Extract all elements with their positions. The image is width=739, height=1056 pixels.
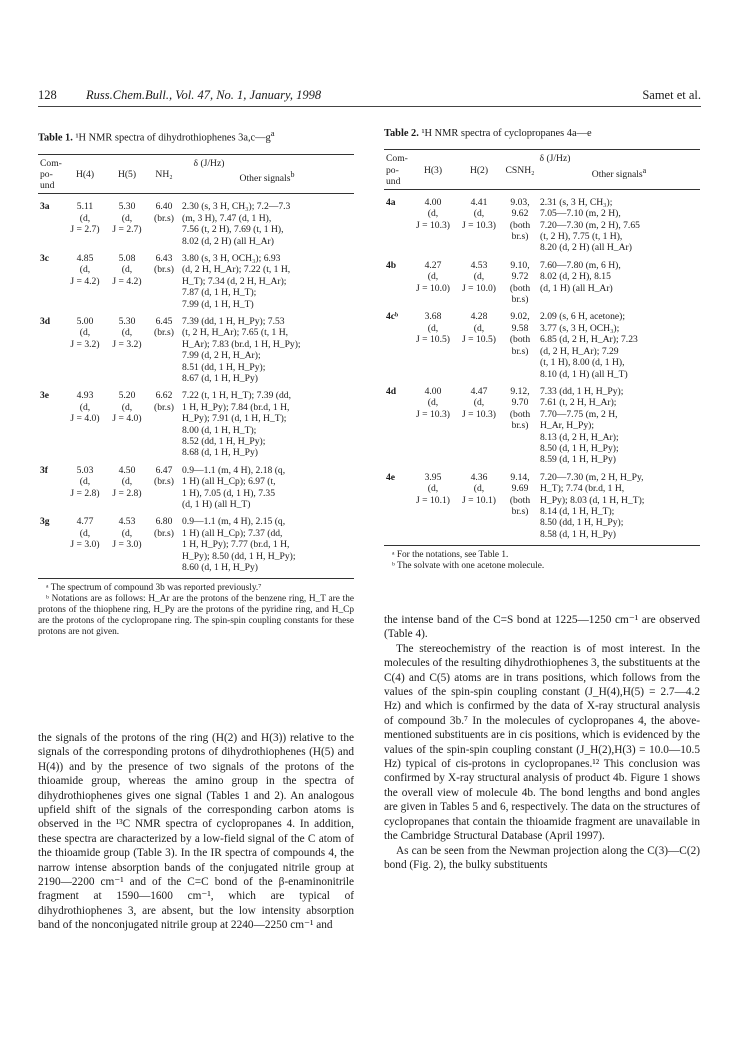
shift-h2: 4.41 (d, J = 10.3) xyxy=(462,196,496,231)
compound-id: 3d xyxy=(40,315,51,327)
shift-nh2: 6.80 (br.s) xyxy=(148,510,180,579)
body-paragraph: As can be seen from the Newman projection along the C(3)—C(2) bond (Fig. 2), the bulky substituents xyxy=(384,844,700,871)
shift-nh2: 6.45 (br.s) xyxy=(154,315,174,339)
shift-h5: 5.08 (d, J = 4.2) xyxy=(112,252,142,287)
table-row xyxy=(384,189,700,254)
shift-nh2: 6.47 (br.s) xyxy=(154,464,174,488)
body-paragraph: the intense band of the C=S bond at 1225—1250 cm⁻¹ are observed (Table 4). xyxy=(384,614,700,641)
compound-id: 4e xyxy=(384,466,410,546)
table1-head-compound: Com- xyxy=(38,154,64,169)
table-row xyxy=(384,254,700,306)
table2-head-other-sup: a xyxy=(642,165,647,175)
table1-caption-label: Table 1. xyxy=(38,132,73,144)
shift-h4: 5.00 (d, J = 3.2) xyxy=(70,315,100,350)
table2-footnote-a: ᵃ For the notations, see Table 1. xyxy=(392,550,509,561)
shift-h2: 4.53 (d, J = 10.0) xyxy=(462,259,496,294)
shift-h2: 4.28 (d, J = 10.5) xyxy=(462,311,496,346)
compound-id: 4b xyxy=(386,259,397,271)
table2-caption-label: Table 2. xyxy=(384,128,419,139)
page-number: 128 xyxy=(38,88,57,102)
shift-h5: 5.30 (d, J = 3.2) xyxy=(112,315,142,350)
table2-head-other: Other signals xyxy=(591,169,643,180)
table-row xyxy=(38,510,354,579)
shift-h5: 5.20 (d, J = 4.0) xyxy=(112,390,142,425)
table-row xyxy=(384,380,700,466)
table1-block xyxy=(38,128,354,638)
shift-h5: 5.30 (d, J = 2.7) xyxy=(112,201,142,236)
table2-head-compound: Com- xyxy=(384,150,410,165)
journal-citation: Russ.Chem.Bull., Vol. 47, No. 1, January, 1998 xyxy=(86,88,322,102)
table2-head-csnh2: CSNH₂ xyxy=(502,165,538,190)
shift-nh2: 6.62 (br.s) xyxy=(154,390,174,413)
other-signals: 7.20—7.30 (m, 2 H, H_Py, H_T); 7.74 (br.d, 1 H, H_Py); 8.03 (d, 1 H, H_T); 8.14 (d, 1 H, H_T); 8.50 (dd, 1 H, H_Py); 8.58 (d, 1 H, H_Py) xyxy=(538,466,700,546)
shift-csnh2: 9.03, 9.62 (both br.s) xyxy=(509,196,531,243)
table2-head-h3: H(3) xyxy=(410,165,456,190)
table2-caption xyxy=(384,128,700,139)
other-signals: 7.33 (dd, 1 H, H_Py); 7.61 (t, 2 H, H_Ar); 7.70—7.75 (m, 2 H, H_Ar, H_Py); 8.13 (d, 2 H, H_Ar); 8.50 (d, 1 H, H_Py); 8.59 (d, 1 H, H_Py) xyxy=(540,385,624,466)
table1-caption xyxy=(38,128,354,144)
table-row xyxy=(38,310,354,384)
shift-csnh2: 9.02, 9.58 (both br.s) xyxy=(509,311,531,357)
table2 xyxy=(384,149,700,546)
table-row xyxy=(384,305,700,379)
shift-h2: 4.36 (d, J = 10.1) xyxy=(456,466,502,546)
shift-h5: 4.50 (d, J = 2.8) xyxy=(112,464,142,499)
table2-head-compound-bot: und xyxy=(386,175,401,187)
table1-footnote-b: ᵇ Notations are as follows: H_Ar are the protons of the benzene ring, H_T are the protons of the thiophene ring, H_Py are the protons of the pyridine ring, and H_Cp are the protons of the cyclopropane ring. The spin-spin coupling constants for these protons are not given. xyxy=(38,594,354,638)
table-row xyxy=(38,384,354,458)
page-header xyxy=(38,88,701,107)
compound-id: 3g xyxy=(38,510,64,579)
shift-csnh2: 9.10, 9.72 (both br.s) xyxy=(509,259,531,306)
table1-head-nh2: NH₂ xyxy=(148,169,180,194)
table1-caption-sup: a xyxy=(270,128,275,138)
compound-id: 4d xyxy=(386,385,397,397)
shift-h4: 5.03 (d, J = 2.8) xyxy=(70,464,100,499)
other-signals: 3.80 (s, 3 H, OCH₃); 6.93 (d, 2 H, H_Ar); 7.22 (t, 1 H, H_T); 7.34 (d, 2 H, H_Ar); 7.87 (d, 1 H, H_T); 7.99 (d, 1 H, H_T) xyxy=(182,252,291,310)
table2-head-delta: δ (J/Hz) xyxy=(410,150,700,165)
shift-h4: 4.85 (d, J = 4.2) xyxy=(70,252,100,287)
other-signals: 0.9—1.1 (m, 4 H), 2.18 (q, 1 H) (all H_Cp); 6.97 (t, 1 H), 7.05 (d, 1 H), 7.35 (d, 1 H) (all H_T) xyxy=(182,464,286,511)
compound-id: 3a xyxy=(40,201,50,213)
compound-id: 3e xyxy=(40,390,50,402)
table2-caption-text: ¹H NMR spectra of cyclopropanes 4a—e xyxy=(418,128,592,139)
body-paragraph: The stereochemistry of the reaction is of most interest. In the molecules of the resulting dihydrothiophenes 3, the substituents at the C(4) and C(5) atoms are in trans positions, which follows from the values of the spin-spin coupling constant (J_H(4),H(5) = 2.7—4.2 Hz) and which is confirmed by the data of X-ray structural analysis of compound 3b.⁷ In the molecules of cyclopropanes 4, the above-mentioned substituents are in cis positions, which is evidenced by the values of the spin-spin coupling constant (J_H(2),H(3) = 10.0—10.5 Hz) typical of cis-protons in cyclopropanes.¹² This conclusion was confirmed by X-ray structural analysis of product 4b. Figure 1 shows the overall view of molecule 4b. The bond lengths and bond angles are given in Tables 5 and 6, respectively. The data on the structures of cyclopropanes that contain the thioamide fragment are unavailable in the Cambridge Structural Database (April 1997). xyxy=(384,642,700,843)
table1-footnotes xyxy=(38,583,354,638)
table1-caption-text: ¹H NMR spectra of dihydrothiophenes 3a,c—g xyxy=(72,132,271,144)
table2-footnotes xyxy=(384,550,700,572)
table-row xyxy=(38,247,354,310)
shift-h3: 3.95 (d, J = 10.1) xyxy=(410,466,456,546)
table2-head-compound-mid: po- xyxy=(386,164,399,176)
compound-id: 4cᵇ xyxy=(386,311,399,323)
table1-head-compound-mid: po- xyxy=(40,169,53,181)
shift-nh2: 6.40 (br.s) xyxy=(154,201,174,224)
right-body-text xyxy=(384,613,700,872)
other-signals: 2.09 (s, 6 H, acetone); 3.77 (s, 3 H, OCH₃); 6.85 (d, 2 H, H_Ar); 7.23 (d, 2 H, H_Ar); 7.29 (t, 1 H), 8.00 (d, 1 H), 8.10 (d, 1 H) (all H_T) xyxy=(540,311,638,380)
table-row xyxy=(38,194,354,247)
shift-h4: 4.77 (d, J = 3.0) xyxy=(64,510,106,579)
shift-csnh2: 9.12, 9.70 (both br.s) xyxy=(509,385,531,432)
left-body-text xyxy=(38,731,354,933)
body-paragraph: the signals of the protons of the ring (H(2) and H(3)) relative to the signals of the corresponding protons of dihydrothiophenes (H(5) and H(4)) and by the presence of two signals of the protons of the thioamide group, whereas the amino group in the spectra of dihydrothiophenes gives one signal (Tables 1 and 2). An analogous upfield shift of the signals of the corresponding carbon atoms is observed in the ¹³C NMR spectra of cyclopropanes 4. In addition, these spectra are characterized by a low-field signal of the C atom of the thioamide group (Table 3). In the IR spectra of compounds 4, the narrow intense absorption bands of the conjugated nitrile group at 2190—2200 cm⁻¹ and of the C=C bond of the β-enaminonitrile fragment at 1590—1600 cm⁻¹, which are typical of dihydrothiophenes 3, are absent, but the low intensity absorption band of the nonconjugated nitrile group at 2240—2250 cm⁻¹ and xyxy=(38,732,354,932)
other-signals: 7.39 (dd, 1 H, H_Py); 7.53 (t, 2 H, H_Ar); 7.65 (t, 1 H, H_Ar); 7.83 (br.d, 1 H, H_Py); 7.99 (d, 2 H, H_Ar); 8.51 (dd, 1 H, H_Py); 8.67 (d, 1 H, H_Py) xyxy=(182,315,301,384)
compound-id: 3c xyxy=(40,252,50,264)
table-row xyxy=(384,466,700,546)
table1-footnote-a: ᵃ The spectrum of compound 3b was reported previously.⁷ xyxy=(46,583,262,594)
table2-head-h2: H(2) xyxy=(456,165,502,190)
compound-id: 4a xyxy=(386,196,396,208)
compound-id: 3f xyxy=(40,464,48,476)
shift-csnh2: 9.14, 9.69 (both br.s) xyxy=(502,466,538,546)
shift-h3: 4.00 (d, J = 10.3) xyxy=(416,196,450,231)
table1-head-compound-bot: und xyxy=(40,180,55,192)
other-signals: 2.31 (s, 3 H, CH₃); 7.05—7.10 (m, 2 H), 7.20—7.30 (m, 2 H), 7.65 (t, 2 H), 7.75 (t, 1 H), 8.20 (d, 2 H) (all H_Ar) xyxy=(540,196,640,254)
table-row xyxy=(38,459,354,511)
table1-head-delta: δ (J/Hz) xyxy=(64,154,354,169)
table1-head-h5: H(5) xyxy=(106,169,148,194)
other-signals: 7.60—7.80 (m, 6 H), 8.02 (d, 2 H), 8.15 (d, 1 H) (all H_Ar) xyxy=(540,259,621,294)
table2-block xyxy=(384,128,700,572)
shift-h2: 4.47 (d, J = 10.3) xyxy=(462,385,496,420)
table1-head-other: Other signals xyxy=(239,173,291,185)
table2-footnote-b: ᵇ The solvate with one acetone molecule. xyxy=(392,561,545,572)
other-signals: 7.22 (t, 1 H, H_T); 7.39 (dd, 1 H, H_Py); 7.84 (br.d, 1 H, H_Py); 7.91 (d, 1 H, H_T); 8.00 (d, 1 H, H_T); 8.52 (dd, 1 H, H_Py); 8.68 (d, 1 H, H_Py) xyxy=(182,390,291,459)
shift-h4: 5.11 (d, J = 2.7) xyxy=(70,201,100,236)
shift-h3: 4.00 (d, J = 10.3) xyxy=(416,385,450,420)
table1 xyxy=(38,154,354,580)
shift-h3: 4.27 (d, J = 10.0) xyxy=(416,259,450,294)
shift-h5: 4.53 (d, J = 3.0) xyxy=(106,510,148,579)
shift-nh2: 6.43 (br.s) xyxy=(154,252,174,276)
other-signals: 2.30 (s, 3 H, CH₃); 7.2—7.3 (m, 3 H), 7.47 (d, 1 H), 7.56 (t, 2 H), 7.69 (t, 1 H), 8.02 (d, 2 H) (all H_Ar) xyxy=(182,201,291,247)
other-signals: 0.9—1.1 (m, 4 H), 2.15 (q, 1 H) (all H_Cp); 7.37 (dd, 1 H, H_Py); 7.77 (br.d, 1 H, H_Py); 8.50 (dd, 1 H, H_Py); 8.60 (d, 1 H, H_Py) xyxy=(180,510,354,579)
running-authors: Samet et al. xyxy=(642,88,701,102)
shift-h4: 4.93 (d, J = 4.0) xyxy=(70,390,100,425)
shift-h3: 3.68 (d, J = 10.5) xyxy=(416,311,450,346)
table1-head-other-sup: b xyxy=(290,170,295,180)
table1-head-h4: H(4) xyxy=(64,169,106,194)
